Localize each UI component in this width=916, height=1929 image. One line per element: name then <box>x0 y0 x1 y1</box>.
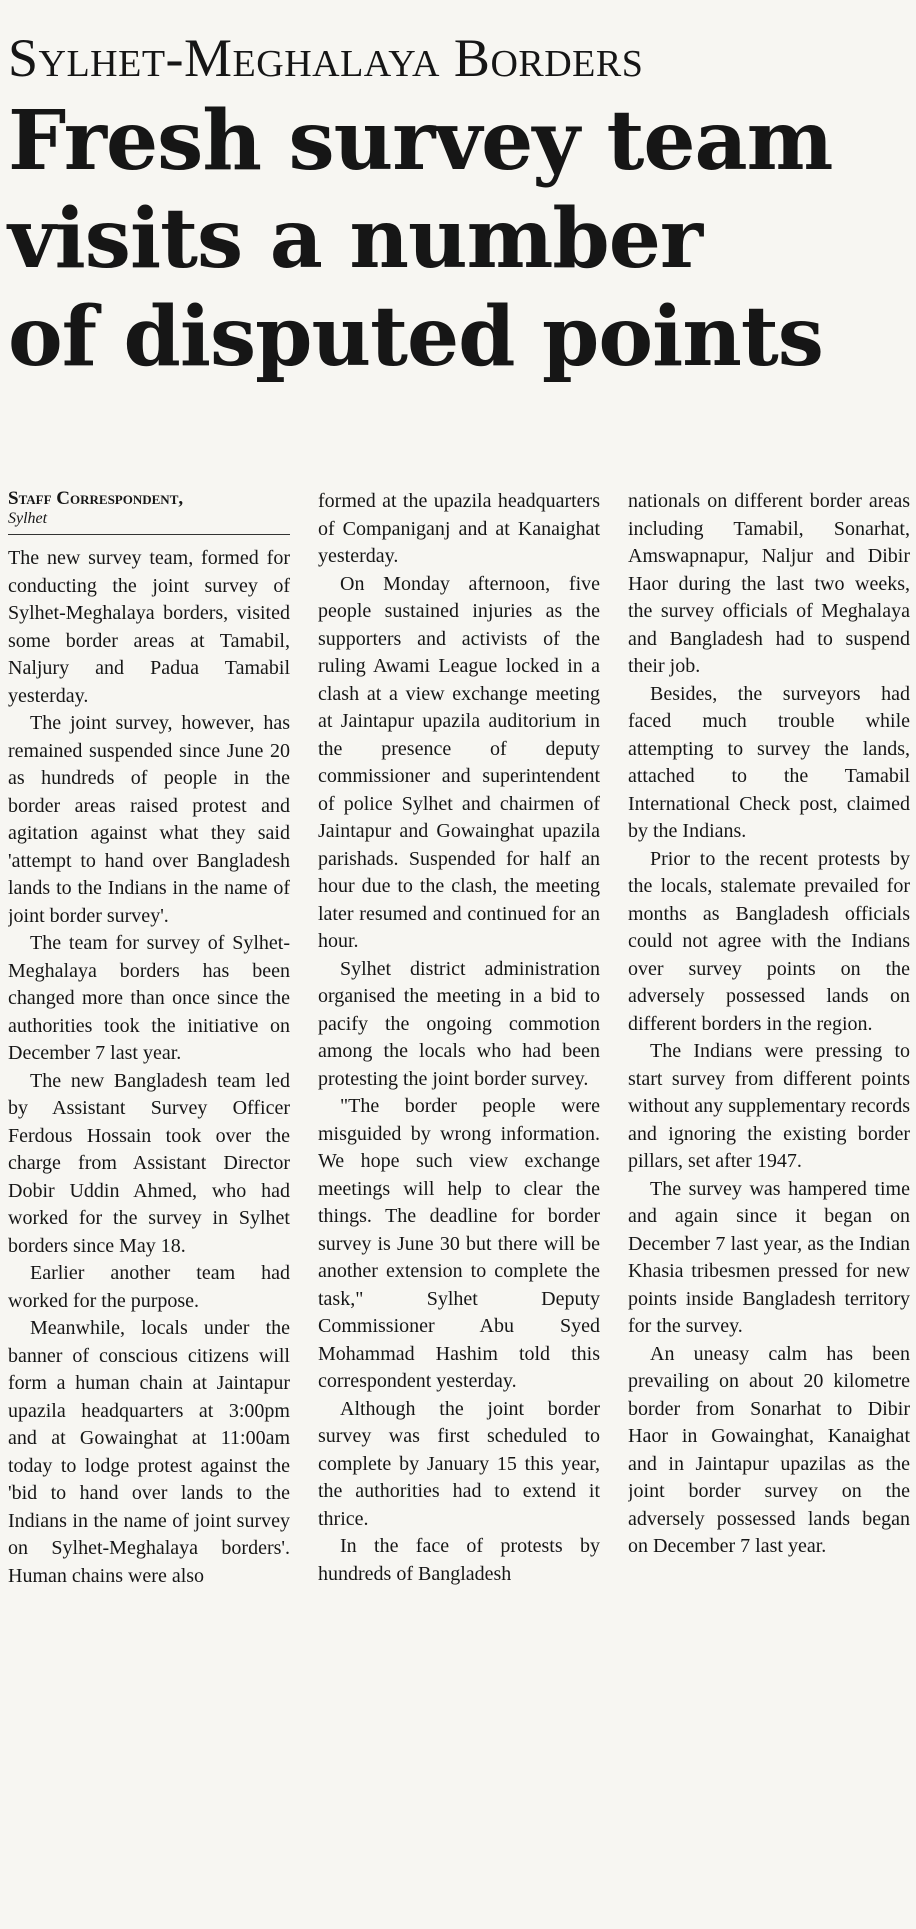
article-paragraph: Sylhet district administration organised the meeting in a bid to pacify the ongoing commotion among the locals who had been protesting the joint border survey. <box>318 957 600 1090</box>
article-paragraph: The new survey team, formed for conducting the joint survey of Sylhet-Meghalaya borders, visited some border areas at Tamabil, Naljury and Padua Tamabil yesterday. <box>8 547 290 707</box>
article-paragraph: In the face of protests by hundreds of Bangladesh <box>318 1535 600 1585</box>
byline-author: Staff Correspondent, <box>8 488 184 509</box>
article-paragraph: Although the joint border survey was first scheduled to complete by January 15 this year, the authorities had to extend it thrice. <box>318 1397 600 1530</box>
article-column-1 <box>8 488 290 1924</box>
article-paragraph: "The border people were misguided by wrong information. We hope such view exchange meetings will help to clear the things. The deadline for border survey is June 30 but there will be another extension to complete the task," Sylhet Deputy Commissioner Abu Syed Mohammad Hashim told this correspondent yesterday. <box>318 1095 600 1392</box>
article-paragraph: formed at the upazila headquarters of Companiganj and at Kanaighat yesterday. <box>318 490 600 567</box>
article-paragraph: An uneasy calm has been prevailing on about 20 kilometre border from Sonarhat to Dibir Haor in Gowainghat, Kanaighat and in Jaintapur upazilas as the joint border survey on the adversely possessed lands began on December 7 last year. <box>628 1342 910 1557</box>
article-paragraph: The Indians were pressing to start survey from different points without any supplementary records and ignoring the existing border pillars, set after 1947. <box>628 1040 910 1172</box>
byline <box>8 488 290 535</box>
article-paragraph: The team for survey of Sylhet-Meghalaya borders has been changed more than once since the authorities took the initiative on December 7 last year. <box>8 932 290 1064</box>
byline-location: Sylhet <box>8 510 48 527</box>
article-column-2 <box>318 488 600 1924</box>
article-body <box>8 488 910 1924</box>
headline <box>8 92 913 386</box>
headline-line: of disputed points <box>8 289 823 385</box>
article-paragraph: The new Bangladesh team led by Assistant Survey Officer Ferdous Hossain took over the charge from Assistant Director Dobir Uddin Ahmed, who had worked for the survey in Sylhet borders since May 18. <box>8 1069 290 1257</box>
article-paragraph: Earlier another team had worked for the purpose. <box>8 1262 290 1312</box>
headline-line: Fresh survey team <box>8 93 833 189</box>
section-kicker: Sylhet-Meghalaya Borders <box>8 28 644 88</box>
article-paragraph: The survey was hampered time and again since it began on December 7 last year, as the Indian Khasia tribesmen pressed for new points inside Bangladesh territory for the survey. <box>628 1177 910 1337</box>
article-paragraph: Meanwhile, locals under the banner of conscious citizens will form a human chain at Jaintapur upazila headquarters at 3:00pm and at Gowainghat at 11:00am today to lodge protest against the 'bid to hand over lands to the Indians in the name of joint survey on Sylhet-Meghalaya borders'. Human chains were also <box>8 1317 290 1587</box>
headline-line: visits a number <box>8 191 703 287</box>
article-paragraph: nationals on different border areas including Tamabil, Sonarhat, Amswapnapur, Naljur and Dibir Haor during the last two weeks, the survey officials of Meghalaya and Bangladesh had to suspend their job. <box>628 490 910 677</box>
article-paragraph: Prior to the recent protests by the locals, stalemate prevailed for months as Bangladesh officials could not agree with the Indians over survey points on the adversely possessed lands on different borders in the region. <box>628 847 910 1035</box>
article-paragraph: The joint survey, however, has remained suspended since June 20 as hundreds of people in the border areas raised protest and agitation against what they said 'attempt to hand over Bangladesh lands to the Indians in the name of joint border survey'. <box>8 712 290 927</box>
article-paragraph: Besides, the surveyors had faced much trouble while attempting to survey the lands, attached to the Tamabil International Check post, claimed by the Indians. <box>628 682 910 842</box>
article-paragraph: On Monday afternoon, five people sustained injuries as the supporters and activists of the ruling Awami League locked in a clash at a view exchange meeting at Jaintapur upazila auditorium in the presence of deputy commissioner and superintendent of police Sylhet and chairmen of Jaintapur and Gowainghat upazila parishads. Suspended for half an hour due to the clash, the meeting later resumed and continued for an hour. <box>318 572 600 952</box>
article-column-3 <box>628 488 910 1924</box>
